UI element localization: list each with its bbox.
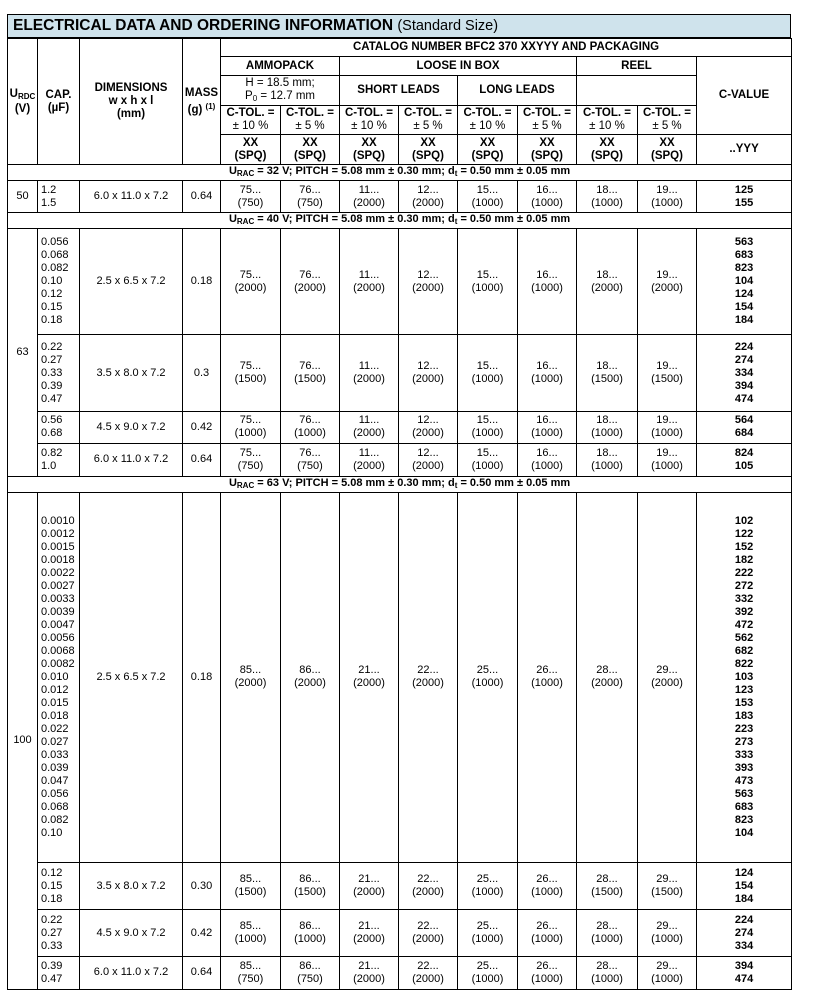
cvalue-code: 274 <box>734 353 754 366</box>
ordering-code-cell: 26... (1000) <box>518 957 577 989</box>
mass-cell: 0.42 <box>183 411 221 443</box>
ordering-code-cell: 75... (1000) <box>221 411 281 443</box>
dimensions-cell: 6.0 x 11.0 x 7.2 <box>80 181 183 213</box>
ordering-code-cell: 21... (2000) <box>340 957 399 989</box>
cvalue-code: 394 <box>734 379 754 392</box>
cvalue-code: 105 <box>734 459 754 472</box>
ordering-code-cell: 15... (1000) <box>458 444 518 476</box>
ordering-code-cell: 76... (2000) <box>281 229 340 335</box>
cap-value: 0.47 <box>41 972 63 985</box>
cvalue-code: 122 <box>734 527 754 540</box>
mass-cell: 0.18 <box>183 492 221 863</box>
cap-value: 0.10 <box>41 826 63 839</box>
cvalue-code: 682 <box>734 644 754 657</box>
table-row <box>8 863 792 910</box>
cap-value: 0.0027 <box>41 579 75 592</box>
cap-value: 0.68 <box>41 427 63 440</box>
cap-value: 0.056 <box>41 787 69 800</box>
capacitance-cell <box>38 411 80 443</box>
ordering-code-cell: 22... (2000) <box>399 957 458 989</box>
cap-value: 0.27 <box>41 353 63 366</box>
cvalue-code: 273 <box>734 735 754 748</box>
ordering-code-cell: 16... (1000) <box>518 444 577 476</box>
ctol-header: C-TOL. = ± 5 % <box>281 106 340 135</box>
ordering-code-cell: 21... (2000) <box>340 492 399 863</box>
dimensions-cell: 6.0 x 11.0 x 7.2 <box>80 444 183 476</box>
ordering-code-cell: 75... (2000) <box>221 229 281 335</box>
mass-cell: 0.30 <box>183 863 221 910</box>
ctol-header: C-TOL. = ± 10 % <box>577 106 638 135</box>
ordering-code-cell: 29... (1000) <box>638 957 697 989</box>
ordering-code-cell: 16... (1000) <box>518 411 577 443</box>
capacitance-cell <box>38 181 80 213</box>
mass-header: MASS (g) $^{(1)}$ <box>183 39 221 165</box>
ordering-code-cell: 18... (1500) <box>577 335 638 412</box>
urdc-header: $U_{RDC}$ (V) <box>8 39 38 165</box>
ordering-code-cell: 29... (2000) <box>638 492 697 863</box>
xx-spq-header: XX (SPQ) <box>281 135 340 165</box>
cvalue-code: 393 <box>734 761 754 774</box>
cvalue-code: 223 <box>734 722 754 735</box>
short-leads-header: SHORT LEADS <box>340 76 458 106</box>
cvalue-code: 184 <box>734 892 754 905</box>
cvalue-code: 474 <box>734 972 754 985</box>
cap-value: 0.056 <box>41 236 69 249</box>
ordering-code-cell: 18... (1000) <box>577 181 638 213</box>
cap-value: 0.33 <box>41 939 63 952</box>
mass-cell: 0.64 <box>183 444 221 476</box>
ordering-code-cell: 12... (2000) <box>399 229 458 335</box>
cvalue-code: 183 <box>734 709 754 722</box>
cap-value: 0.039 <box>41 761 69 774</box>
section-conditions: $U_{RAC} = 32$ V; PITCH = 5.08 mm ± 0.30 mm; $d_t = 0.50$ mm ± 0.05 mm <box>8 165 792 181</box>
cap-value: 0.15 <box>41 301 63 314</box>
capacitance-cell <box>38 863 80 910</box>
cvalue-cell <box>697 335 792 412</box>
cvalue-cell <box>697 181 792 213</box>
cap-value: 0.015 <box>41 696 69 709</box>
ordering-code-cell: 76... (750) <box>281 181 340 213</box>
ordering-code-cell: 75... (750) <box>221 181 281 213</box>
dimensions-cell: 4.5 x 9.0 x 7.2 <box>80 910 183 957</box>
ordering-code-cell: 86... (1000) <box>281 910 340 957</box>
ordering-code-cell: 15... (1000) <box>458 181 518 213</box>
ordering-code-cell: 86... (750) <box>281 957 340 989</box>
loose-in-box-header: LOOSE IN BOX <box>340 57 577 76</box>
ordering-code-cell: 21... (2000) <box>340 863 399 910</box>
cap-value: 0.22 <box>41 340 63 353</box>
mass-cell: 0.3 <box>183 335 221 412</box>
ordering-code-cell: 16... (1000) <box>518 335 577 412</box>
cvalue-code: 823 <box>734 813 754 826</box>
mass-cell: 0.64 <box>183 181 221 213</box>
cap-value: 0.0068 <box>41 644 75 657</box>
cvalue-code: 222 <box>734 566 754 579</box>
ordering-code-cell: 19... (1000) <box>638 181 697 213</box>
cvalue-code: 332 <box>734 592 754 605</box>
long-leads-header: LONG LEADS <box>458 76 577 106</box>
datasheet <box>7 14 791 990</box>
cvalue-code: 124 <box>734 288 754 301</box>
cap-value: 0.33 <box>41 366 63 379</box>
cvalue-code: 562 <box>734 631 754 644</box>
cap-value: 0.068 <box>41 800 69 813</box>
cvalue-code: 154 <box>734 879 754 892</box>
ordering-code-cell: 22... (2000) <box>399 910 458 957</box>
ordering-code-cell: 11... (2000) <box>340 411 399 443</box>
ctol-header: C-TOL. = ± 5 % <box>638 106 697 135</box>
cap-value: 0.15 <box>41 879 63 892</box>
ordering-code-cell: 25... (1000) <box>458 910 518 957</box>
ordering-code-cell: 19... (2000) <box>638 229 697 335</box>
ordering-code-cell: 19... (1000) <box>638 411 697 443</box>
section-conditions: $U_{RAC} = 63$ V; PITCH = 5.08 mm ± 0.30 mm; $d_t = 0.50$ mm ± 0.05 mm <box>8 476 792 492</box>
cvalue-code: 224 <box>734 340 754 353</box>
ordering-code-cell: 15... (1000) <box>458 411 518 443</box>
table-row <box>8 335 792 412</box>
cvalue-code: 104 <box>734 826 754 839</box>
cap-value: 0.12 <box>41 288 63 301</box>
ordering-code-cell: 11... (2000) <box>340 444 399 476</box>
cvalue-code: 184 <box>734 314 754 327</box>
cap-value: 0.0047 <box>41 618 75 631</box>
ordering-code-cell: 19... (1000) <box>638 444 697 476</box>
cvalue-cell <box>697 229 792 335</box>
ordering-code-cell: 12... (2000) <box>399 335 458 412</box>
cap-value: 0.0082 <box>41 657 75 670</box>
cvalue-code: 334 <box>734 366 754 379</box>
cvalue-code: 333 <box>734 748 754 761</box>
ctol-header: C-TOL. = ± 5 % <box>518 106 577 135</box>
xx-spq-header: XX (SPQ) <box>518 135 577 165</box>
ordering-code-cell: 76... (750) <box>281 444 340 476</box>
table-row <box>8 229 792 335</box>
capacitance-cell <box>38 444 80 476</box>
reel-blank <box>577 76 697 106</box>
cvalue-code: 153 <box>734 696 754 709</box>
cap-value: 0.47 <box>41 392 63 405</box>
cvalue-cell <box>697 444 792 476</box>
voltage-cell: 50 <box>8 181 38 213</box>
reel-header: REEL <box>577 57 697 76</box>
cap-value: 0.0022 <box>41 566 75 579</box>
dimensions-cell: 2.5 x 6.5 x 7.2 <box>80 229 183 335</box>
ordering-code-cell: 12... (2000) <box>399 411 458 443</box>
capacitance-cell <box>38 492 80 863</box>
cvalue-cell <box>697 492 792 863</box>
ctol-header: C-TOL. = ± 10 % <box>458 106 518 135</box>
cvalue-code: 182 <box>734 553 754 566</box>
cvalue-code: 155 <box>734 196 754 209</box>
ordering-code-cell: 11... (2000) <box>340 229 399 335</box>
ordering-code-cell: 12... (2000) <box>399 181 458 213</box>
xx-spq-header: XX (SPQ) <box>638 135 697 165</box>
ordering-code-cell: 85... (750) <box>221 957 281 989</box>
xx-spq-header: XX (SPQ) <box>577 135 638 165</box>
ordering-code-cell: 76... (1500) <box>281 335 340 412</box>
cvalue-cell <box>697 957 792 989</box>
ordering-code-cell: 12... (2000) <box>399 444 458 476</box>
title-normal: (Standard Size) <box>397 18 499 34</box>
cap-value: 0.033 <box>41 748 69 761</box>
voltage-cell: 63 <box>8 229 38 476</box>
cvalue-code: 124 <box>734 866 754 879</box>
cap-value: 0.022 <box>41 722 69 735</box>
table-row <box>8 411 792 443</box>
cvalue-code: 563 <box>734 787 754 800</box>
table-title <box>7 14 791 38</box>
cap-value: 0.018 <box>41 709 69 722</box>
cap-value: 0.0012 <box>41 527 75 540</box>
ordering-code-cell: 28... (2000) <box>577 492 638 863</box>
cap-value: 0.22 <box>41 913 63 926</box>
cap-value: 0.18 <box>41 892 63 905</box>
voltage-cell: 100 <box>8 492 38 989</box>
cvalue-code: 822 <box>734 657 754 670</box>
title-bold: ELECTRICAL DATA AND ORDERING INFORMATION <box>13 17 394 34</box>
ammopack-dimensions: H = 18.5 mm; $P_0 = 12.7$ mm <box>221 76 340 106</box>
ordering-code-cell: 18... (1000) <box>577 444 638 476</box>
mass-cell: 0.18 <box>183 229 221 335</box>
cap-value: 0.082 <box>41 813 69 826</box>
ordering-code-cell: 86... (1500) <box>281 863 340 910</box>
ctol-header: C-TOL. = ± 10 % <box>340 106 399 135</box>
cvalue-code: 102 <box>734 514 754 527</box>
cvalue-code: 104 <box>734 275 754 288</box>
ordering-code-cell: 75... (1500) <box>221 335 281 412</box>
cap-value: 0.0033 <box>41 592 75 605</box>
ordering-code-cell: 75... (750) <box>221 444 281 476</box>
ordering-code-cell: 26... (1000) <box>518 910 577 957</box>
ordering-code-cell: 25... (1000) <box>458 957 518 989</box>
cap-value: 0.39 <box>41 959 63 972</box>
ammopack-header: AMMOPACK <box>221 57 340 76</box>
cap-value: 0.0015 <box>41 540 75 553</box>
cap-header: CAP. (µF) <box>38 39 80 165</box>
ordering-code-cell: 85... (1500) <box>221 863 281 910</box>
cap-value: 0.0010 <box>41 514 75 527</box>
cvalue-code: 824 <box>734 446 754 459</box>
cvalue-code: 473 <box>734 774 754 787</box>
ordering-code-cell: 86... (2000) <box>281 492 340 863</box>
table-row <box>8 492 792 863</box>
ordering-code-cell: 28... (1000) <box>577 957 638 989</box>
cvalue-code: 224 <box>734 913 754 926</box>
ordering-code-cell: 26... (1000) <box>518 863 577 910</box>
ordering-code-cell: 19... (1500) <box>638 335 697 412</box>
dimensions-cell: 2.5 x 6.5 x 7.2 <box>80 492 183 863</box>
cvalue-code: 684 <box>734 427 754 440</box>
table-row <box>8 957 792 989</box>
cvalue-code: 823 <box>734 262 754 275</box>
ordering-code-cell: 85... (2000) <box>221 492 281 863</box>
ordering-code-cell: 18... (1000) <box>577 411 638 443</box>
capacitance-cell <box>38 910 80 957</box>
ordering-code-cell: 15... (1000) <box>458 229 518 335</box>
cap-value: 0.0056 <box>41 631 75 644</box>
ordering-code-cell: 25... (1000) <box>458 863 518 910</box>
ordering-code-cell: 21... (2000) <box>340 910 399 957</box>
capacitance-cell <box>38 335 80 412</box>
mass-cell: 0.64 <box>183 957 221 989</box>
capacitance-cell <box>38 957 80 989</box>
cap-value: 0.068 <box>41 249 69 262</box>
cvalue-code: 152 <box>734 540 754 553</box>
cap-value: 0.010 <box>41 670 69 683</box>
cvalue-code: 334 <box>734 939 754 952</box>
cap-value: 0.12 <box>41 866 63 879</box>
dimensions-cell: 4.5 x 9.0 x 7.2 <box>80 411 183 443</box>
cvalue-code: 563 <box>734 236 754 249</box>
ordering-code-cell: 85... (1000) <box>221 910 281 957</box>
cap-value: 0.82 <box>41 446 63 459</box>
ordering-code-cell: 11... (2000) <box>340 181 399 213</box>
cvalue-code: 123 <box>734 683 754 696</box>
ctol-header: C-TOL. = ± 10 % <box>221 106 281 135</box>
cap-value: 0.18 <box>41 314 63 327</box>
cvalue-code: 683 <box>734 249 754 262</box>
cvalue-code: 392 <box>734 605 754 618</box>
electrical-data-table <box>7 38 792 990</box>
ordering-code-cell: 18... (2000) <box>577 229 638 335</box>
ordering-code-cell: 76... (1000) <box>281 411 340 443</box>
cap-value: 0.0018 <box>41 553 75 566</box>
ordering-code-cell: 22... (2000) <box>399 863 458 910</box>
ordering-code-cell: 22... (2000) <box>399 492 458 863</box>
cap-value: 0.56 <box>41 414 63 427</box>
cvalue-code: 274 <box>734 926 754 939</box>
cvalue-header: C-VALUE <box>697 57 792 135</box>
table-row <box>8 181 792 213</box>
xx-spq-header: XX (SPQ) <box>340 135 399 165</box>
ordering-code-cell: 28... (1000) <box>577 910 638 957</box>
dimensions-cell: 6.0 x 11.0 x 7.2 <box>80 957 183 989</box>
catalog-header: CATALOG NUMBER BFC2 370 XXYYY AND PACKAGING <box>221 39 792 57</box>
dimensions-header: DIMENSIONS w x h x l (mm) <box>80 39 183 165</box>
cvalue-code: 394 <box>734 959 754 972</box>
ordering-code-cell: 29... (1500) <box>638 863 697 910</box>
cvalue-code: 564 <box>734 414 754 427</box>
cap-value: 0.027 <box>41 735 69 748</box>
ordering-code-cell: 11... (2000) <box>340 335 399 412</box>
ordering-code-cell: 26... (1000) <box>518 492 577 863</box>
cvalue-code: 474 <box>734 392 754 405</box>
table-row <box>8 444 792 476</box>
xx-spq-header: XX (SPQ) <box>221 135 281 165</box>
ordering-code-cell: 16... (1000) <box>518 229 577 335</box>
cvalue-cell <box>697 863 792 910</box>
cvalue-code: 272 <box>734 579 754 592</box>
table-row <box>8 910 792 957</box>
cvalue-code: 125 <box>734 183 754 196</box>
ordering-code-cell: 28... (1500) <box>577 863 638 910</box>
ordering-code-cell: 16... (1000) <box>518 181 577 213</box>
ordering-code-cell: 15... (1000) <box>458 335 518 412</box>
cap-value: 0.0039 <box>41 605 75 618</box>
cap-value: 0.047 <box>41 774 69 787</box>
section-conditions: $U_{RAC} = 40$ V; PITCH = 5.08 mm ± 0.30 mm; $d_t = 0.50$ mm ± 0.05 mm <box>8 213 792 229</box>
cap-value: 0.012 <box>41 683 69 696</box>
cap-value: 1.2 <box>41 183 57 196</box>
mass-cell: 0.42 <box>183 910 221 957</box>
cap-value: 0.27 <box>41 926 63 939</box>
dimensions-cell: 3.5 x 8.0 x 7.2 <box>80 863 183 910</box>
xx-spq-header: XX (SPQ) <box>399 135 458 165</box>
yyy-header: ..YYY <box>697 135 792 165</box>
xx-spq-header: XX (SPQ) <box>458 135 518 165</box>
cvalue-code: 154 <box>734 301 754 314</box>
capacitance-cell <box>38 229 80 335</box>
ordering-code-cell: 29... (1000) <box>638 910 697 957</box>
cap-value: 0.39 <box>41 379 63 392</box>
cap-value: 1.5 <box>41 196 57 209</box>
cvalue-code: 683 <box>734 800 754 813</box>
cvalue-cell <box>697 910 792 957</box>
cap-value: 0.082 <box>41 262 69 275</box>
cvalue-cell <box>697 411 792 443</box>
dimensions-cell: 3.5 x 8.0 x 7.2 <box>80 335 183 412</box>
cap-value: 1.0 <box>41 459 57 472</box>
cvalue-code: 472 <box>734 618 754 631</box>
cvalue-code: 103 <box>734 670 754 683</box>
ordering-code-cell: 25... (1000) <box>458 492 518 863</box>
ctol-header: C-TOL. = ± 5 % <box>399 106 458 135</box>
cap-value: 0.10 <box>41 275 63 288</box>
